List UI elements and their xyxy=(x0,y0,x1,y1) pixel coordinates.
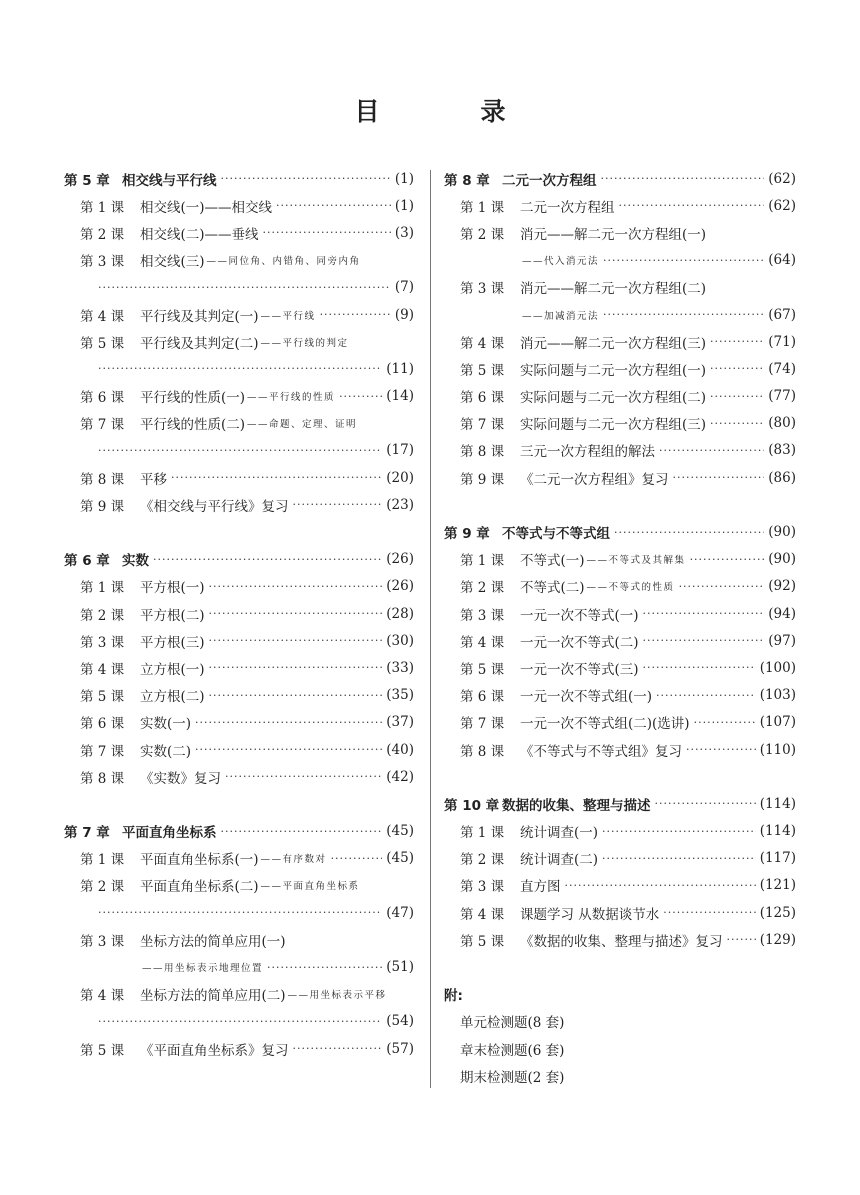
dot-leader xyxy=(98,444,382,457)
page-number: (125) xyxy=(759,904,796,921)
page-title: 目 录 xyxy=(354,97,544,126)
dot-leader xyxy=(209,607,383,620)
lesson-title: 平面直角坐标系(二) xyxy=(140,879,259,896)
lesson-title: 《数据的收集、整理与描述》复习 xyxy=(520,933,723,950)
dot-leader xyxy=(267,961,382,974)
dot-leader xyxy=(565,879,756,892)
appendix-item[interactable] xyxy=(444,1035,796,1062)
toc-lesson-row[interactable] xyxy=(444,627,796,654)
page-number: (92) xyxy=(768,578,796,595)
toc-lesson-row[interactable] xyxy=(64,872,414,899)
lesson-number: 第 2 课 xyxy=(80,226,125,243)
dot-leader xyxy=(602,852,756,865)
lesson-subtitle: ——平行线的性质 xyxy=(247,392,336,404)
section-spacer xyxy=(64,790,414,817)
page-number: (94) xyxy=(768,605,796,622)
page-number: (11) xyxy=(386,360,414,377)
toc-lesson-row[interactable] xyxy=(64,654,414,681)
page-number: (1) xyxy=(394,197,414,214)
chapter-number: 第 9 章 xyxy=(444,526,490,543)
toc-lesson-row[interactable] xyxy=(64,981,414,1008)
lesson-title: 平行线的性质(一) xyxy=(140,390,246,407)
lesson-number: 第 4 课 xyxy=(460,634,505,651)
toc-lesson-row[interactable] xyxy=(64,682,414,709)
lesson-number: 第 5 课 xyxy=(460,933,505,950)
lesson-title: 一元一次不等式(一) xyxy=(520,607,639,624)
dot-leader xyxy=(710,335,764,348)
toc-lesson-row[interactable] xyxy=(444,546,796,573)
lesson-title: 消元——解二元一次方程组(三) xyxy=(520,335,707,352)
page-number: (37) xyxy=(386,714,414,731)
toc-lesson-row[interactable] xyxy=(64,926,414,953)
appendix-item-label: 章末检测题(6 套) xyxy=(460,1042,565,1059)
lesson-subtitle: ——用坐标表示平移 xyxy=(287,990,387,1002)
appendix-item-label: 期末检测题(2 套) xyxy=(460,1069,565,1086)
dot-leader xyxy=(656,689,756,702)
page-number: (97) xyxy=(768,632,796,649)
lesson-number: 第 1 课 xyxy=(460,825,505,842)
lesson-number: 第 2 课 xyxy=(460,580,505,597)
dot-leader xyxy=(320,308,391,321)
toc-chapter-row[interactable] xyxy=(444,165,796,192)
lesson-number: 第 6 课 xyxy=(80,390,125,407)
toc-continuation-row xyxy=(444,301,796,328)
page-number: (26) xyxy=(386,578,414,595)
toc-left-column xyxy=(64,165,414,1062)
toc-lesson-row[interactable] xyxy=(444,709,796,736)
lesson-title: 实数(二) xyxy=(140,743,192,760)
toc-lesson-row[interactable] xyxy=(444,573,796,600)
lesson-title: 平行线及其判定(二) xyxy=(140,335,259,352)
page-number: (83) xyxy=(768,442,796,459)
page-number: (1) xyxy=(394,170,414,187)
lesson-title: 实际问题与二元一次方程组(二) xyxy=(520,390,707,407)
dot-leader xyxy=(614,526,764,539)
dot-leader xyxy=(643,661,756,674)
lesson-title: 统计调查(二) xyxy=(520,852,599,869)
lesson-number: 第 7 课 xyxy=(80,417,125,434)
toc-lesson-row[interactable] xyxy=(64,709,414,736)
lesson-title: 一元一次不等式(二) xyxy=(520,634,639,651)
dot-leader xyxy=(663,906,755,919)
toc-continuation-row xyxy=(64,355,414,382)
lesson-title: 三元一次方程组的解法 xyxy=(520,444,655,461)
lesson-title: 二元一次方程组 xyxy=(520,199,615,216)
toc-right-column xyxy=(444,165,796,1089)
dot-leader xyxy=(209,661,383,674)
lesson-number: 第 5 课 xyxy=(80,1042,125,1059)
lesson-title: 《二元一次方程组》复习 xyxy=(520,471,669,488)
lesson-number: 第 3 课 xyxy=(80,933,125,950)
dot-leader xyxy=(679,580,765,593)
lesson-number: 第 8 课 xyxy=(460,444,505,461)
lesson-number: 第 3 课 xyxy=(460,879,505,896)
lesson-title: 一元一次不等式组(一) xyxy=(520,689,653,706)
appendix-label: 附: xyxy=(444,988,463,1005)
lesson-title: 不等式(二) xyxy=(520,580,585,597)
lesson-title: 统计调查(一) xyxy=(520,825,599,842)
page-number: (74) xyxy=(768,360,796,377)
lesson-number: 第 5 课 xyxy=(460,661,505,678)
lesson-number: 第 3 课 xyxy=(460,607,505,624)
dot-leader xyxy=(293,498,383,511)
dot-leader xyxy=(263,226,391,239)
lesson-title: 消元——解二元一次方程组(一) xyxy=(520,226,707,243)
toc-lesson-row[interactable] xyxy=(64,383,414,410)
dot-leader xyxy=(619,199,765,212)
dot-leader xyxy=(655,797,756,810)
dot-leader xyxy=(710,417,764,430)
dot-leader xyxy=(331,852,383,865)
lesson-title: 平方根(一) xyxy=(140,580,205,597)
toc-lesson-row[interactable] xyxy=(64,627,414,654)
appendix-item[interactable] xyxy=(444,1008,796,1035)
toc-chapter-row[interactable] xyxy=(64,818,414,845)
lesson-title: 平行线及其判定(一) xyxy=(140,308,259,325)
dot-leader xyxy=(209,689,383,702)
dot-leader xyxy=(602,825,756,838)
dot-leader xyxy=(98,281,391,294)
chapter-number: 第 8 章 xyxy=(444,172,490,189)
toc-lesson-row[interactable] xyxy=(444,600,796,627)
page-number: (121) xyxy=(759,877,796,894)
toc-lesson-row[interactable] xyxy=(64,845,414,872)
lesson-number: 第 7 课 xyxy=(460,417,505,434)
lesson-subtitle: ——不等式及其解集 xyxy=(586,555,686,567)
chapter-title: 数据的收集、整理与描述 xyxy=(502,797,651,814)
lesson-number: 第 1 课 xyxy=(80,199,125,216)
lesson-number: 第 5 课 xyxy=(460,362,505,379)
page-number: (45) xyxy=(386,850,414,867)
toc-chapter-row[interactable] xyxy=(64,165,414,192)
lesson-subtitle: ——加减消元法 xyxy=(522,310,600,322)
dot-leader xyxy=(603,308,764,321)
toc-lesson-row[interactable] xyxy=(444,654,796,681)
lesson-number: 第 1 课 xyxy=(460,199,505,216)
section-spacer xyxy=(444,763,796,790)
toc-continuation-row xyxy=(64,1008,414,1035)
page-number: (107) xyxy=(759,714,796,731)
dot-leader xyxy=(603,254,764,267)
page-number: (35) xyxy=(386,687,414,704)
dot-leader xyxy=(710,362,764,375)
lesson-number: 第 2 课 xyxy=(460,226,505,243)
lesson-number: 第 8 课 xyxy=(460,743,505,760)
page-number: (14) xyxy=(386,388,414,405)
page-number: (77) xyxy=(768,388,796,405)
page-number: (40) xyxy=(386,741,414,758)
dot-leader xyxy=(643,634,765,647)
page-number: (64) xyxy=(768,252,796,269)
lesson-title: 不等式(一) xyxy=(520,553,585,570)
lesson-subtitle: ——代入消元法 xyxy=(522,256,600,268)
lesson-title: 平方根(三) xyxy=(140,634,205,651)
page-number: (62) xyxy=(768,197,796,214)
toc-chapter-row[interactable] xyxy=(444,790,796,817)
toc-lesson-row[interactable] xyxy=(444,219,796,246)
lesson-title: 课题学习 从数据谈节水 xyxy=(520,906,660,923)
page-number: (47) xyxy=(386,904,414,921)
lesson-title: 立方根(一) xyxy=(140,661,205,678)
toc-lesson-row[interactable] xyxy=(64,328,414,355)
toc-lesson-row[interactable] xyxy=(444,682,796,709)
lesson-title: 实际问题与二元一次方程组(三) xyxy=(520,417,707,434)
section-spacer xyxy=(444,491,796,518)
lesson-title: 平面直角坐标系(一) xyxy=(140,852,259,869)
chapter-title: 相交线与平行线 xyxy=(122,172,217,189)
page-number: (45) xyxy=(386,823,414,840)
chapter-title: 不等式与不等式组 xyxy=(502,526,610,543)
lesson-number: 第 4 课 xyxy=(80,988,125,1005)
chapter-title: 平面直角坐标系 xyxy=(122,825,217,842)
lesson-title: 坐标方法的简单应用(二) xyxy=(140,988,286,1005)
toc-lesson-row[interactable] xyxy=(444,736,796,763)
lesson-title: 《不等式与不等式组》复习 xyxy=(520,743,682,760)
chapter-number: 第 5 章 xyxy=(64,172,110,189)
lesson-number: 第 8 课 xyxy=(80,770,125,787)
toc-lesson-row[interactable] xyxy=(64,600,414,627)
lesson-title: 相交线(一)——相交线 xyxy=(140,199,273,216)
lesson-title: 平方根(二) xyxy=(140,607,205,624)
chapter-title: 二元一次方程组 xyxy=(502,172,597,189)
toc-lesson-row[interactable] xyxy=(444,464,796,491)
page-number: (20) xyxy=(386,469,414,486)
toc-lesson-row[interactable] xyxy=(444,328,796,355)
lesson-title: 相交线(三) xyxy=(140,254,205,271)
toc-continuation-row xyxy=(64,274,414,301)
toc-lesson-row[interactable] xyxy=(444,192,796,219)
dot-leader xyxy=(673,471,765,484)
toc-lesson-row[interactable] xyxy=(444,383,796,410)
page-number: (51) xyxy=(386,959,414,976)
lesson-subtitle: ——平行线的判定 xyxy=(260,337,349,349)
page-number: (110) xyxy=(759,741,796,758)
toc-lesson-row[interactable] xyxy=(444,845,796,872)
dot-leader xyxy=(694,716,756,729)
dot-leader xyxy=(293,1042,383,1055)
page-number: (117) xyxy=(759,850,796,867)
toc-lesson-row[interactable] xyxy=(64,573,414,600)
lesson-subtitle: ——命题、定理、证明 xyxy=(247,419,358,431)
lesson-title: 平行线的性质(二) xyxy=(140,417,246,434)
toc-lesson-row[interactable] xyxy=(64,1035,414,1062)
chapter-number: 第 6 章 xyxy=(64,553,110,570)
lesson-title: 立方根(二) xyxy=(140,689,205,706)
page-number: (9) xyxy=(394,306,414,323)
toc-lesson-row[interactable] xyxy=(444,274,796,301)
lesson-number: 第 4 课 xyxy=(460,335,505,352)
lesson-title: 实际问题与二元一次方程组(一) xyxy=(520,362,707,379)
lesson-number: 第 2 课 xyxy=(80,607,125,624)
lesson-title: 一元一次不等式(三) xyxy=(520,661,639,678)
dot-leader xyxy=(171,471,382,484)
toc-lesson-row[interactable] xyxy=(444,926,796,953)
lesson-title: 《实数》复习 xyxy=(140,770,221,787)
lesson-title: 消元——解二元一次方程组(二) xyxy=(520,281,707,298)
lesson-number: 第 2 课 xyxy=(460,852,505,869)
page-number: (23) xyxy=(386,496,414,513)
toc-lesson-row[interactable] xyxy=(444,818,796,845)
lesson-title: 平移 xyxy=(140,471,167,488)
toc-lesson-row[interactable] xyxy=(444,872,796,899)
dot-leader xyxy=(209,580,383,593)
lesson-number: 第 6 课 xyxy=(460,689,505,706)
lesson-title: 坐标方法的简单应用(一) xyxy=(140,933,286,950)
toc-continuation-row xyxy=(64,899,414,926)
page-number: (30) xyxy=(386,632,414,649)
lesson-number: 第 1 课 xyxy=(80,852,125,869)
dot-leader xyxy=(98,1015,382,1028)
toc-lesson-row[interactable] xyxy=(444,410,796,437)
lesson-number: 第 6 课 xyxy=(80,716,125,733)
page-number: (7) xyxy=(394,279,414,296)
dot-leader xyxy=(221,172,391,185)
section-spacer xyxy=(64,518,414,545)
lesson-subtitle: ——同位角、内错角、同旁内角 xyxy=(206,256,361,268)
toc-lesson-row[interactable] xyxy=(444,355,796,382)
chapter-number: 第 10 章 xyxy=(444,797,500,814)
lesson-number: 第 3 课 xyxy=(80,634,125,651)
toc-continuation-row xyxy=(444,247,796,274)
page-number: (129) xyxy=(759,931,796,948)
dot-leader xyxy=(221,825,383,838)
dot-leader xyxy=(659,444,764,457)
lesson-number: 第 8 课 xyxy=(80,471,125,488)
lesson-number: 第 4 课 xyxy=(80,661,125,678)
column-divider xyxy=(430,170,431,1088)
lesson-number: 第 5 课 xyxy=(80,335,125,352)
page-number: (33) xyxy=(386,659,414,676)
page-number: (54) xyxy=(386,1013,414,1030)
appendix-item-label: 单元检测题(8 套) xyxy=(460,1015,565,1032)
dot-leader xyxy=(225,770,382,783)
page-number: (26) xyxy=(386,551,414,568)
dot-leader xyxy=(601,172,765,185)
dot-leader xyxy=(686,743,756,756)
dot-leader xyxy=(690,553,765,566)
toc-chapter-row[interactable] xyxy=(64,546,414,573)
lesson-number: 第 7 课 xyxy=(460,716,505,733)
page-number: (62) xyxy=(768,170,796,187)
dot-leader xyxy=(195,743,382,756)
lesson-number: 第 4 课 xyxy=(460,906,505,923)
section-spacer xyxy=(444,953,796,980)
lesson-number: 第 1 课 xyxy=(80,580,125,597)
page-number: (28) xyxy=(386,605,414,622)
lesson-number: 第 9 课 xyxy=(460,471,505,488)
lesson-title: 相交线(二)——垂线 xyxy=(140,226,259,243)
page-number: (100) xyxy=(759,659,796,676)
toc-chapter-row[interactable] xyxy=(444,518,796,545)
appendix-item[interactable] xyxy=(444,1062,796,1089)
page-number: (3) xyxy=(394,224,414,241)
lesson-title: 实数(一) xyxy=(140,716,192,733)
lesson-subtitle: ——有序数对 xyxy=(260,854,327,866)
toc-lesson-row[interactable] xyxy=(444,899,796,926)
appendix-heading xyxy=(444,981,796,1008)
lesson-number: 第 1 课 xyxy=(460,553,505,570)
dot-leader xyxy=(710,390,764,403)
toc-continuation-row xyxy=(64,953,414,980)
lesson-title: 一元一次不等式组(二)(选讲) xyxy=(520,716,690,733)
lesson-number: 第 4 课 xyxy=(80,308,125,325)
chapter-title: 实数 xyxy=(122,553,149,570)
lesson-subtitle: ——平面直角坐标系 xyxy=(260,881,360,893)
lesson-title: 《相交线与平行线》复习 xyxy=(140,498,289,515)
page-number: (114) xyxy=(759,823,796,840)
toc-lesson-row[interactable] xyxy=(64,247,414,274)
dot-leader xyxy=(153,553,382,566)
dot-leader xyxy=(727,933,756,946)
page-number: (103) xyxy=(759,687,796,704)
page-number: (90) xyxy=(768,551,796,568)
toc-lesson-row[interactable] xyxy=(64,491,414,518)
lesson-number: 第 5 课 xyxy=(80,689,125,706)
lesson-number: 第 2 课 xyxy=(80,879,125,896)
page-number: (57) xyxy=(386,1040,414,1057)
dot-leader xyxy=(643,607,765,620)
page-number: (86) xyxy=(768,469,796,486)
toc-lesson-row[interactable] xyxy=(64,464,414,491)
page-number: (80) xyxy=(768,415,796,432)
lesson-subtitle: ——平行线 xyxy=(260,310,316,322)
toc-lesson-row[interactable] xyxy=(64,192,414,219)
chapter-number: 第 7 章 xyxy=(64,825,110,842)
lesson-number: 第 7 课 xyxy=(80,743,125,760)
page-number: (114) xyxy=(759,795,796,812)
toc-lesson-row[interactable] xyxy=(64,219,414,246)
toc-continuation-row xyxy=(64,437,414,464)
lesson-subtitle: ——不等式的性质 xyxy=(586,582,675,594)
toc-lesson-row[interactable] xyxy=(64,736,414,763)
lesson-number: 第 6 课 xyxy=(460,390,505,407)
lesson-title: 直方图 xyxy=(520,879,561,896)
lesson-number: 第 9 课 xyxy=(80,498,125,515)
page-number: (90) xyxy=(768,524,796,541)
lesson-subtitle: ——用坐标表示地理位置 xyxy=(142,963,264,975)
toc-lesson-row[interactable] xyxy=(64,301,414,328)
dot-leader xyxy=(98,362,382,375)
toc-lesson-row[interactable] xyxy=(64,410,414,437)
dot-leader xyxy=(276,199,391,212)
page-number: (71) xyxy=(768,333,796,350)
dot-leader xyxy=(339,390,382,403)
dot-leader xyxy=(195,716,382,729)
page-number: (17) xyxy=(386,442,414,459)
lesson-number: 第 3 课 xyxy=(460,281,505,298)
lesson-title: 《平面直角坐标系》复习 xyxy=(140,1042,289,1059)
page-number: (42) xyxy=(386,768,414,785)
toc-lesson-row[interactable] xyxy=(64,763,414,790)
dot-leader xyxy=(98,906,382,919)
page-number: (67) xyxy=(768,306,796,323)
lesson-number: 第 3 课 xyxy=(80,254,125,271)
toc-lesson-row[interactable] xyxy=(444,437,796,464)
dot-leader xyxy=(209,634,383,647)
